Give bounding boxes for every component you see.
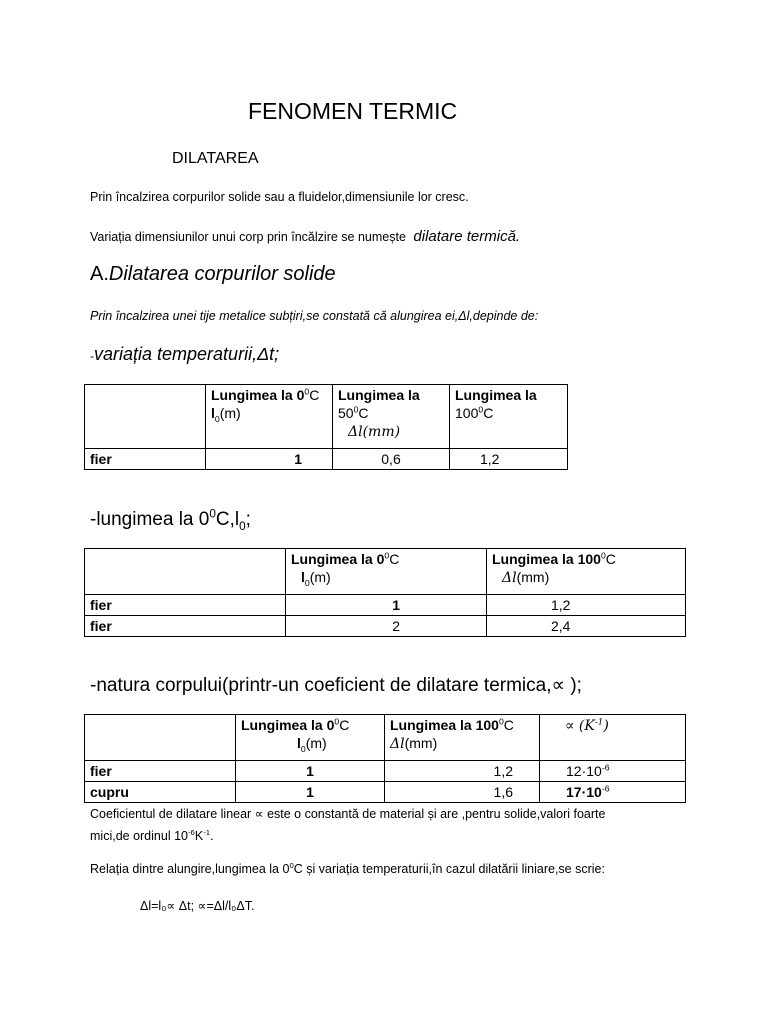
table-cell-l0: 2	[286, 616, 487, 637]
table-cell-dl: 1,6	[385, 782, 540, 803]
page-subtitle: DILATAREA	[172, 150, 259, 167]
section-title: Dilatarea corpurilor solide	[108, 263, 336, 285]
table-cell-material: fier	[85, 595, 286, 616]
table-header-dl50: Lungimea la $50^0C$ Δl(mm)	[333, 385, 450, 449]
table-cell-dl: 1,2	[487, 595, 686, 616]
table-row	[85, 782, 686, 803]
table-cell-dl: 2,4	[487, 616, 686, 637]
table-cell-coef: $12\cdot 10^{-6}$	[540, 761, 686, 782]
relation-paragraph: Relația dintre alungire,lungimea la $0^0C$ și variația temperaturii,în cazul dilatării liniare,se scrie:	[90, 860, 605, 876]
definition-paragraph	[90, 228, 520, 245]
factor-1-dash: -	[90, 349, 94, 363]
table-cell-dl100: 1,2	[450, 449, 568, 470]
table-length	[84, 548, 686, 637]
definition-text: Variația dimensiunilor unui corp prin încălzire se numește	[90, 230, 406, 244]
table-header-empty	[85, 385, 206, 449]
factor-1	[90, 344, 279, 365]
table-cell-material: fier	[85, 761, 236, 782]
table-cell-l0: 1	[206, 449, 333, 470]
factor-3: -natura corpului(printr-un coeficient de dilatare termica,∝ );	[90, 675, 582, 696]
table-cell-l0: 1	[236, 761, 385, 782]
table-header-dl100: Lungimea la $100^0C$	[450, 385, 568, 449]
factor-2: -lungimea la $0^0C,l_0$;	[90, 507, 251, 533]
table-cell-l0: 1	[286, 595, 487, 616]
intro-paragraph: Prin încalzirea corpurilor solide sau a fluidelor,dimensiunile lor cresc.	[90, 190, 469, 204]
factor-1-text: variația temperaturii,Δt;	[94, 344, 280, 364]
table-row	[85, 449, 568, 470]
table-header-dl: Lungimea la $100^0C$ Δl(mm)	[385, 715, 540, 761]
table-cell-dl50: 0,6	[333, 449, 450, 470]
table-cell-material: cupru	[85, 782, 236, 803]
table-cell-dl: 1,2	[385, 761, 540, 782]
coefficient-paragraph-line2: mici,de ordinul $10^{-6}K^{-1}$.	[90, 827, 214, 843]
table-row	[85, 595, 686, 616]
coefficient-paragraph-line1: Coeficientul de dilatare linear ∝ este o constantă de material și are ,pentru solide,valori foarte	[90, 807, 606, 821]
table-cell-l0: 1	[236, 782, 385, 803]
formula: Δl=l₀∝ Δt; ∝=Δl/l₀ΔT.	[140, 899, 255, 913]
table-row	[85, 761, 686, 782]
table-cell-material: fier	[85, 616, 286, 637]
page-title: FENOMEN TERMIC	[248, 98, 458, 124]
table-cell-material: fier	[85, 449, 206, 470]
dependency-intro: Prin încalzirea unei tije metalice subțiri,se constată că alungirea ei,Δl,depinde de:	[90, 309, 539, 323]
table-material	[84, 714, 686, 803]
table-header-empty	[85, 715, 236, 761]
section-prefix: A.	[90, 263, 109, 285]
table-header-l0: Lungimea la $0^0C$ $l_0(m)$	[206, 385, 333, 449]
table-cell-coef: $17\cdot 10^{-6}$	[540, 782, 686, 803]
table-header-l0: Lungimea la $0^0C$ $l_0(m)$	[236, 715, 385, 761]
table-header-coef: ∝ $(K^{-1})$	[540, 715, 686, 761]
table-header-dl: Lungimea la $100^0C$ Δl(mm)	[487, 549, 686, 595]
definition-term: dilatare termică.	[413, 228, 521, 245]
table-header-l0: Lungimea la $0^0C$ $l_0(m)$	[286, 549, 487, 595]
section-heading	[90, 263, 336, 286]
table-header-empty	[85, 549, 286, 595]
table-row	[85, 616, 686, 637]
table-temperature	[84, 384, 568, 470]
